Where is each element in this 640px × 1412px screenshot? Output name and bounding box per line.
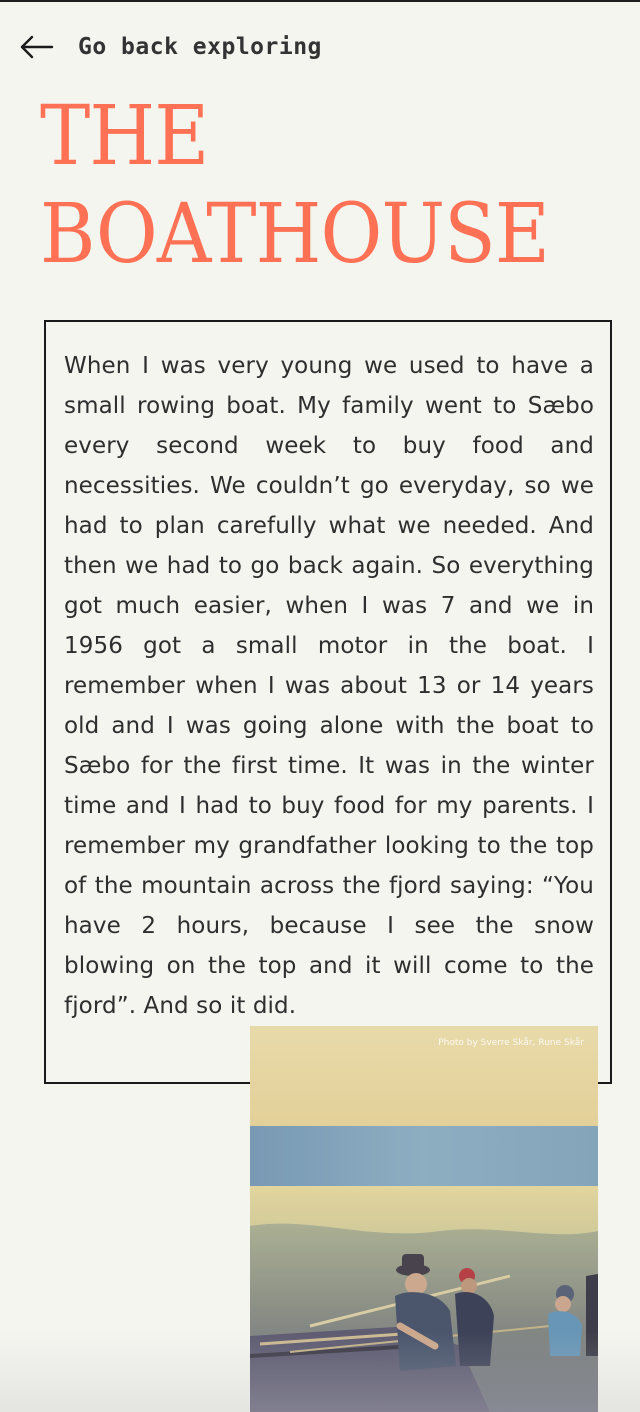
top-border: [0, 0, 640, 2]
go-back-link[interactable]: [20, 30, 322, 64]
page-title-line2: BOATHOUSE: [40, 187, 550, 282]
story-box: [44, 320, 612, 1084]
story-text: When I was very young we used to have a small rowing boat. My family went to Sæbo every second week to buy food and necessities. We couldn’t go everyday, so we had to plan carefully what we needed. And then we had to go back again. So everything got much easier, when I was 7 and we in 1956 got a small motor in the boat. I remember when I was about 13 or 14 years old and I was going alone with the boat to Sæbo for the first time. It was in the winter time and I had to buy food for my parents. I remember my grandfather looking to the top of the mountain across the fjord saying: “You have 2 hours, because I see the snow blowing on the top and it will come to the fjord”. And so it did.: [64, 353, 594, 1019]
page-title: [40, 88, 549, 284]
go-back-label: Go back exploring: [78, 34, 322, 60]
photo-credit: Photo by Sverre Skår, Rune Skår: [438, 1038, 584, 1048]
page-title-line1: THE: [40, 89, 209, 184]
boat-photo: [250, 1026, 598, 1412]
arrow-left-icon: [20, 35, 54, 59]
